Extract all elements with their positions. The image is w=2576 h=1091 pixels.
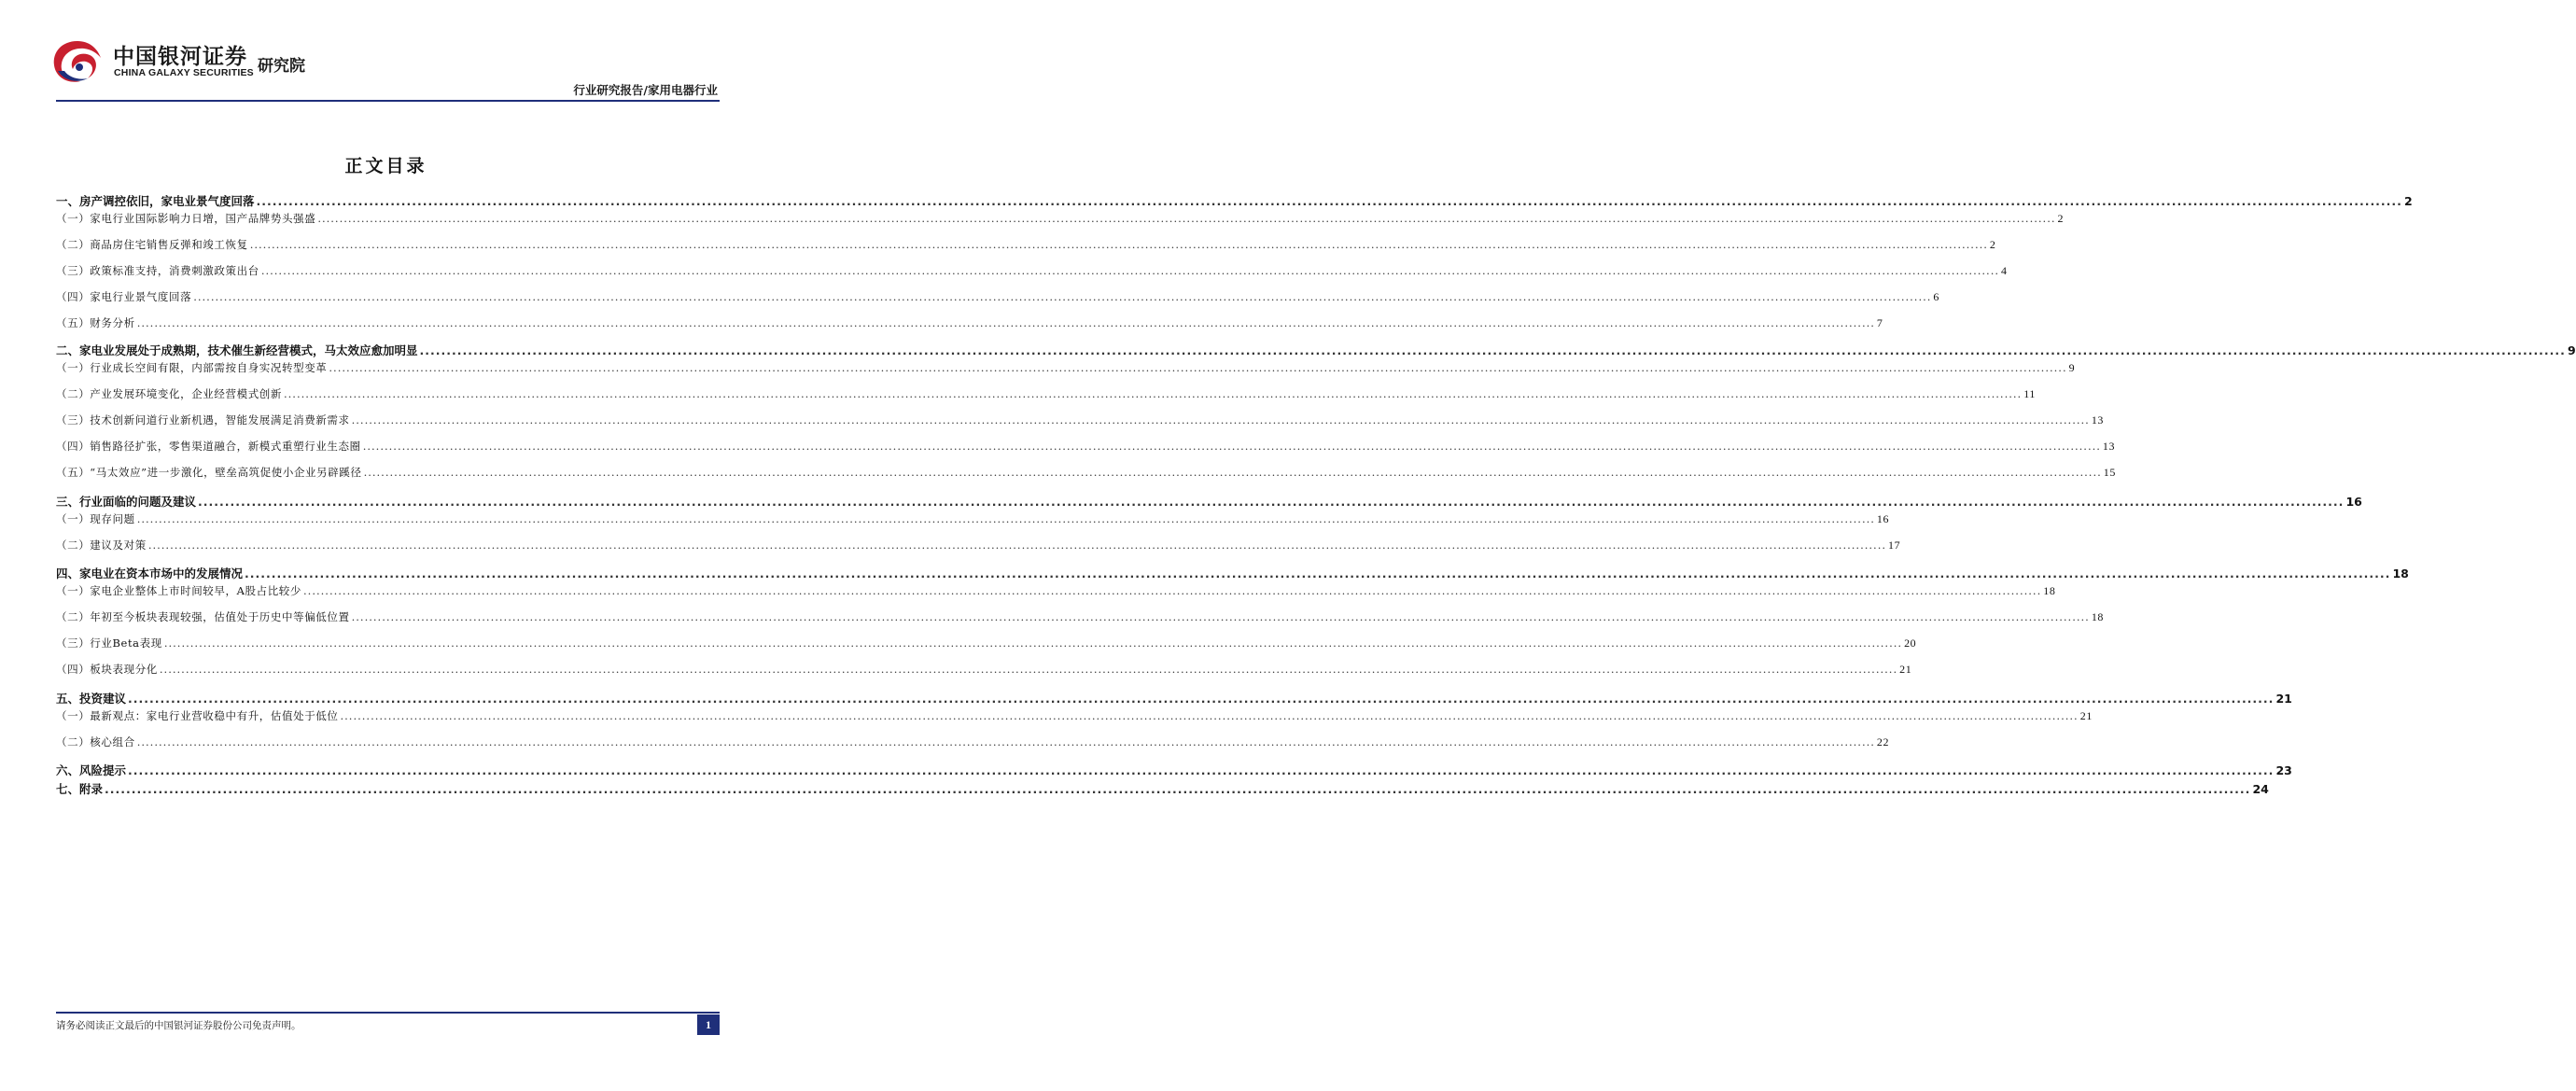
toc-subsection-entry[interactable] [56,538,1901,554]
toc-entry-title: 一、房产调控依旧，家电业景气度回落 [56,194,255,208]
toc-leader-dots: ................................................................................................................................................................................................................................................................................................................................................................................................................ [193,290,1932,303]
logo-chinese-name: 中国银河证券 [113,45,247,69]
toc-leader-dots: ................................................................................................................................................................................................................................................................................................................................................................................................................ [128,692,2275,706]
galaxy-swirl-logo-icon [50,37,105,86]
toc-entry-title: （三）行业Beta表现 [56,636,162,650]
toc-subsection-entry[interactable] [56,360,2076,377]
toc-entry-title: （五）“马太效应”进一步激化，壁垒高筑促使小企业另辟蹊径 [56,466,362,479]
toc-subsection-entry[interactable] [56,211,2065,228]
toc-entry-page: 20 [1904,636,1917,650]
toc-entry-page: 18 [2091,610,2105,623]
toc-leader-dots: ................................................................................................................................................................................................................................................................................................................................................................................................................ [136,735,1875,748]
institute-label: 研究院 [258,57,305,76]
toc-subsection-entry[interactable] [56,289,1940,306]
toc-leader-dots: ................................................................................................................................................................................................................................................................................................................................................................................................................ [419,343,2566,357]
toc-entry-title: （四）家电行业景气度回落 [56,290,192,303]
toc-entry-page: 21 [2079,709,2093,722]
header-divider [56,100,720,102]
toc-subsection-entry[interactable] [56,315,1883,332]
toc-entry-page: 16 [2345,495,2362,509]
toc-entry-page: 22 [1876,735,1890,748]
toc-leader-dots: ................................................................................................................................................................................................................................................................................................................................................................................................................ [136,512,1875,525]
toc-entry-page: 18 [2043,584,2056,597]
toc-section-entry[interactable] [56,565,2409,581]
toc-section-entry[interactable] [56,342,2576,358]
toc-section-entry[interactable] [56,780,2269,797]
toc-entry-title: 二、家电业发展处于成熟期，技术催生新经营模式，马太效应愈加明显 [56,343,418,357]
toc-subsection-entry[interactable] [56,237,1996,254]
toc-leader-dots: ................................................................................................................................................................................................................................................................................................................................................................................................................ [284,387,2023,400]
toc-entry-page: 4 [2001,264,2008,277]
report-category: 行业研究报告/家用电器行业 [573,83,718,97]
toc-subsection-entry[interactable] [56,636,1917,652]
footer-disclaimer: 请务必阅读正文最后的中国银河证券股份公司免责声明。 [56,1020,301,1031]
toc-leader-dots: ................................................................................................................................................................................................................................................................................................................................................................................................................ [329,361,2067,374]
toc-entry-title: （一）家电行业国际影响力日增，国产品牌势头强盛 [56,212,316,225]
toc-entry-title: （一）现存问题 [56,512,135,525]
toc-subsection-entry[interactable] [56,734,1890,751]
toc-entry-page: 15 [2103,466,2116,479]
toc-entry-title: （二）核心组合 [56,735,135,748]
toc-leader-dots: ................................................................................................................................................................................................................................................................................................................................................................................................................ [128,763,2275,777]
toc-leader-dots: ................................................................................................................................................................................................................................................................................................................................................................................................................ [245,566,2391,580]
toc-section-entry[interactable] [56,762,2292,778]
toc-entry-page: 23 [2275,763,2292,777]
toc-subsection-entry[interactable] [56,708,2093,725]
toc-entry-title: （一）家电企业整体上市时间较早，A股占比较少 [56,584,302,597]
toc-entry-page: 9 [2068,361,2076,374]
toc-entry-title: （四）板块表现分化 [56,663,158,676]
toc-entry-title: 七、附录 [56,782,104,796]
toc-entry-title: （五）财务分析 [56,316,135,329]
toc-entry-title: （一）最新观点：家电行业营收稳中有升，估值处于低位 [56,709,339,722]
page-number: 1 [697,1014,720,1035]
toc-leader-dots: ................................................................................................................................................................................................................................................................................................................................................................................................................ [362,440,2101,453]
toc-entry-page: 13 [2102,440,2116,453]
toc-entry-page: 9 [2567,343,2576,357]
toc-subsection-entry[interactable] [56,263,2008,280]
toc-entry-title: （二）商品房住宅销售反弹和竣工恢复 [56,238,248,251]
toc-subsection-entry[interactable] [56,609,2105,626]
toc-leader-dots: ................................................................................................................................................................................................................................................................................................................................................................................................................ [256,194,2402,208]
toc-leader-dots: ................................................................................................................................................................................................................................................................................................................................................................................................................ [260,264,2000,277]
toc-entry-title: （一）行业成长空间有限，内部需按自身实况转型变革 [56,361,328,374]
toc-subsection-entry[interactable] [56,386,2036,403]
toc-subsection-entry[interactable] [56,662,1912,678]
toc-entry-title: （四）销售路径扩张，零售渠道融合，新模式重塑行业生态圈 [56,440,361,453]
toc-leader-dots: ................................................................................................................................................................................................................................................................................................................................................................................................................ [340,709,2079,722]
toc-entry-title: （二）建议及对策 [56,539,147,552]
toc-subsection-entry[interactable] [56,511,1890,528]
toc-entry-title: 六、风险提示 [56,763,127,777]
toc-entry-title: 五、投资建议 [56,692,127,706]
toc-leader-dots: ................................................................................................................................................................................................................................................................................................................................................................................................................ [303,584,2042,597]
toc-subsection-entry[interactable] [56,439,2116,455]
toc-leader-dots: ................................................................................................................................................................................................................................................................................................................................................................................................................ [351,610,2090,623]
toc-entry-title: （三）技术创新问道行业新机遇，智能发展满足消费新需求 [56,413,350,427]
toc-subsection-entry[interactable] [56,465,2116,482]
toc-entry-page: 6 [1933,290,1940,303]
toc-leader-dots: ................................................................................................................................................................................................................................................................................................................................................................................................................ [147,539,1887,552]
toc-entry-page: 11 [2023,387,2036,400]
toc-entry-page: 2 [2403,194,2413,208]
toc-title: 正文目录 [344,156,427,176]
toc-entry-page: 17 [1888,539,1901,552]
toc-subsection-entry[interactable] [56,583,2056,600]
toc-entry-page: 7 [1876,316,1883,329]
footer-divider [56,1012,720,1014]
toc-subsection-entry[interactable] [56,413,2105,429]
page-header [0,0,772,107]
toc-leader-dots: ................................................................................................................................................................................................................................................................................................................................................................................................................ [136,316,1875,329]
toc-section-entry[interactable] [56,690,2292,706]
toc-leader-dots: ................................................................................................................................................................................................................................................................................................................................................................................................................ [363,466,2102,479]
toc-entry-page: 21 [2275,692,2292,706]
toc-entry-title: （二）年初至今板块表现较强，估值处于历史中等偏低位置 [56,610,350,623]
toc-leader-dots: ................................................................................................................................................................................................................................................................................................................................................................................................................ [317,212,2056,225]
toc-leader-dots: ................................................................................................................................................................................................................................................................................................................................................................................................................ [249,238,1988,251]
toc-leader-dots: ................................................................................................................................................................................................................................................................................................................................................................................................................ [198,495,2345,509]
toc-leader-dots: ................................................................................................................................................................................................................................................................................................................................................................................................................ [159,663,1898,676]
toc-entry-page: 21 [1899,663,1912,676]
toc-leader-dots: ................................................................................................................................................................................................................................................................................................................................................................................................................ [351,413,2090,427]
toc-entry-page: 18 [2392,566,2409,580]
toc-entry-title: 三、行业面临的问题及建议 [56,495,197,509]
toc-entry-page: 24 [2252,782,2269,796]
toc-section-entry[interactable] [56,493,2362,510]
toc-section-entry[interactable] [56,192,2413,209]
toc-entry-title: （二）产业发展环境变化，企业经营模式创新 [56,387,282,400]
toc-entry-page: 2 [2057,212,2065,225]
toc-leader-dots: ................................................................................................................................................................................................................................................................................................................................................................................................................ [163,636,1903,650]
toc-entry-title: 四、家电业在资本市场中的发展情况 [56,566,244,580]
toc-leader-dots: ................................................................................................................................................................................................................................................................................................................................................................................................................ [105,782,2251,796]
logo-english-name: CHINA GALAXY SECURITIES [114,67,254,78]
toc-entry-page: 13 [2091,413,2105,427]
toc-entry-title: （三）政策标准支持，消费刺激政策出台 [56,264,259,277]
toc-entry-page: 2 [1989,238,1996,251]
toc-entry-page: 16 [1876,512,1890,525]
